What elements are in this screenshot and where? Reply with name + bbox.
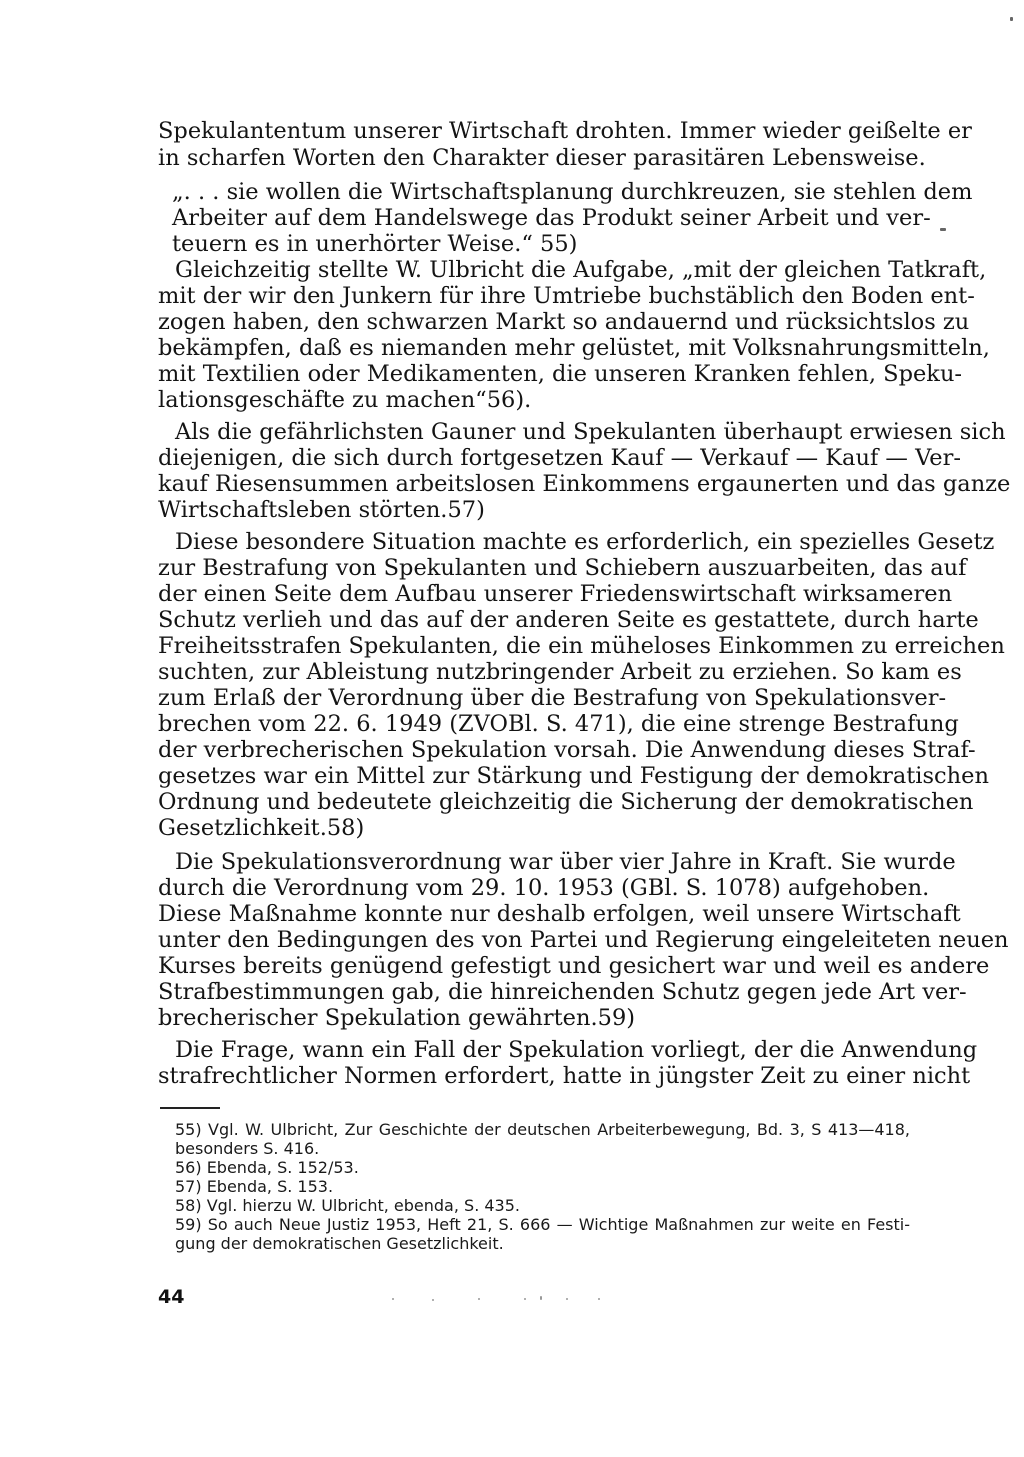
body-line: unter den Bedingungen des von Partei und Regierung eingeleiteten neuen bbox=[158, 927, 1009, 953]
body-line: Wirtschaftsleben störten.57) bbox=[158, 497, 485, 523]
quote-line: „. . . sie wollen die Wirtschaftsplanung durchkreuzen, sie stehlen dem bbox=[172, 179, 973, 205]
scan-speck bbox=[940, 228, 946, 231]
footnote-line: 57) Ebenda, S. 153. bbox=[175, 1177, 334, 1196]
body-line: Als die gefährlichsten Gauner und Spekulanten überhaupt erwiesen sich bbox=[175, 419, 1006, 445]
quote-line: teuern es in unerhörter Weise.“ 55) bbox=[172, 231, 578, 257]
body-line: zogen haben, den schwarzen Markt so andauernd und rücksichtslos zu bbox=[158, 309, 970, 335]
scan-speck bbox=[540, 1296, 542, 1300]
body-line: Diese besondere Situation machte es erforderlich, ein spezielles Gesetz bbox=[175, 529, 995, 555]
footnote-line: 58) Vgl. hierzu W. Ulbricht, ebenda, S. 435. bbox=[175, 1196, 520, 1215]
footnote-line: 56) Ebenda, S. 152/53. bbox=[175, 1158, 359, 1177]
body-line: lationsgeschäfte zu machen“56). bbox=[158, 387, 532, 413]
footnote-line: besonders S. 416. bbox=[175, 1139, 320, 1158]
body-line: gesetzes war ein Mittel zur Stärkung und Festigung der demokratischen bbox=[158, 763, 989, 789]
body-line: Gesetzlichkeit.58) bbox=[158, 815, 365, 841]
body-line: Die Frage, wann ein Fall der Spekulation vorliegt, der die Anwendung bbox=[175, 1037, 978, 1063]
body-line: strafrechtlicher Normen erfordert, hatte in jüngster Zeit zu einer nicht bbox=[158, 1063, 971, 1089]
body-line: Kurses bereits genügend gefestigt und gesichert war und weil es andere bbox=[158, 953, 990, 979]
body-line: Diese Maßnahme konnte nur deshalb erfolgen, weil unsere Wirtschaft bbox=[158, 901, 961, 927]
body-line: Schutz verlieh und das auf der anderen Seite es gestattete, durch harte bbox=[158, 607, 979, 633]
scan-speck bbox=[598, 1298, 600, 1300]
body-line: mit der wir den Junkern für ihre Umtriebe buchstäblich den Boden ent- bbox=[158, 283, 975, 309]
body-line: brechen vom 22. 6. 1949 (ZVOBl. S. 471), die eine strenge Bestrafung bbox=[158, 711, 959, 737]
footnote-line: 59) So auch Neue Justiz 1953, Heft 21, S. 666 — Wichtige Maßnahmen zur weite en Festi- bbox=[175, 1215, 910, 1234]
body-line: brecherischer Spekulation gewährten.59) bbox=[158, 1005, 636, 1031]
body-line: suchten, zur Ableistung nutzbringender Arbeit zu erziehen. So kam es bbox=[158, 659, 962, 685]
scan-speck bbox=[566, 1298, 568, 1300]
scan-speck bbox=[432, 1299, 434, 1301]
scan-speck bbox=[1010, 17, 1013, 21]
body-line: Die Spekulationsverordnung war über vier Jahre in Kraft. Sie wurde bbox=[175, 849, 956, 875]
body-line: durch die Verordnung vom 29. 10. 1953 (GBl. S. 1078) aufgehoben. bbox=[158, 875, 930, 901]
body-line: zur Bestrafung von Spekulanten und Schiebern auszuarbeiten, das auf bbox=[158, 555, 967, 581]
body-line: Spekulantentum unserer Wirtschaft drohten. Immer wieder geißelte er bbox=[158, 118, 972, 144]
footnote-line: 55) Vgl. W. Ulbricht, Zur Geschichte der deutschen Arbeiterbewegung, Bd. 3, S 413—418, bbox=[175, 1120, 910, 1139]
footnote-line: gung der demokratischen Gesetzlichkeit. bbox=[175, 1234, 504, 1253]
scan-speck bbox=[524, 1298, 526, 1300]
body-line: mit Textilien oder Medikamenten, die unseren Kranken fehlen, Speku- bbox=[158, 361, 963, 387]
footnote-rule bbox=[160, 1107, 220, 1109]
body-line: kauf Riesensummen arbeitslosen Einkommens ergaunerten und das ganze bbox=[158, 471, 1011, 497]
body-line: Strafbestimmungen gab, die hinreichenden Schutz gegen jede Art ver- bbox=[158, 979, 967, 1005]
body-line: der einen Seite dem Aufbau unserer Friedenswirtschaft wirksameren bbox=[158, 581, 953, 607]
body-line: diejenigen, die sich durch fortgesetzen Kauf — Verkauf — Kauf — Ver- bbox=[158, 445, 961, 471]
body-line: zum Erlaß der Verordnung über die Bestrafung von Spekulationsver- bbox=[158, 685, 947, 711]
quote-line: Arbeiter auf dem Handelswege das Produkt seiner Arbeit und ver- bbox=[172, 205, 931, 231]
scan-speck bbox=[392, 1298, 394, 1300]
body-line: der verbrecherischen Spekulation vorsah. Die Anwendung dieses Straf- bbox=[158, 737, 976, 763]
page-number: 44 bbox=[158, 1286, 185, 1308]
body-line: Ordnung und bedeutete gleichzeitig die Sicherung der demokratischen bbox=[158, 789, 974, 815]
body-line: Freiheitsstrafen Spekulanten, die ein müheloses Einkommen zu erreichen bbox=[158, 633, 1005, 659]
body-line: bekämpfen, daß es niemanden mehr gelüstet, mit Volksnahrungsmitteln, bbox=[158, 335, 990, 361]
scan-speck bbox=[478, 1298, 480, 1300]
body-line: Gleichzeitig stellte W. Ulbricht die Aufgabe, „mit der gleichen Tatkraft, bbox=[175, 257, 987, 283]
body-line: in scharfen Worten den Charakter dieser parasitären Lebensweise. bbox=[158, 145, 926, 171]
